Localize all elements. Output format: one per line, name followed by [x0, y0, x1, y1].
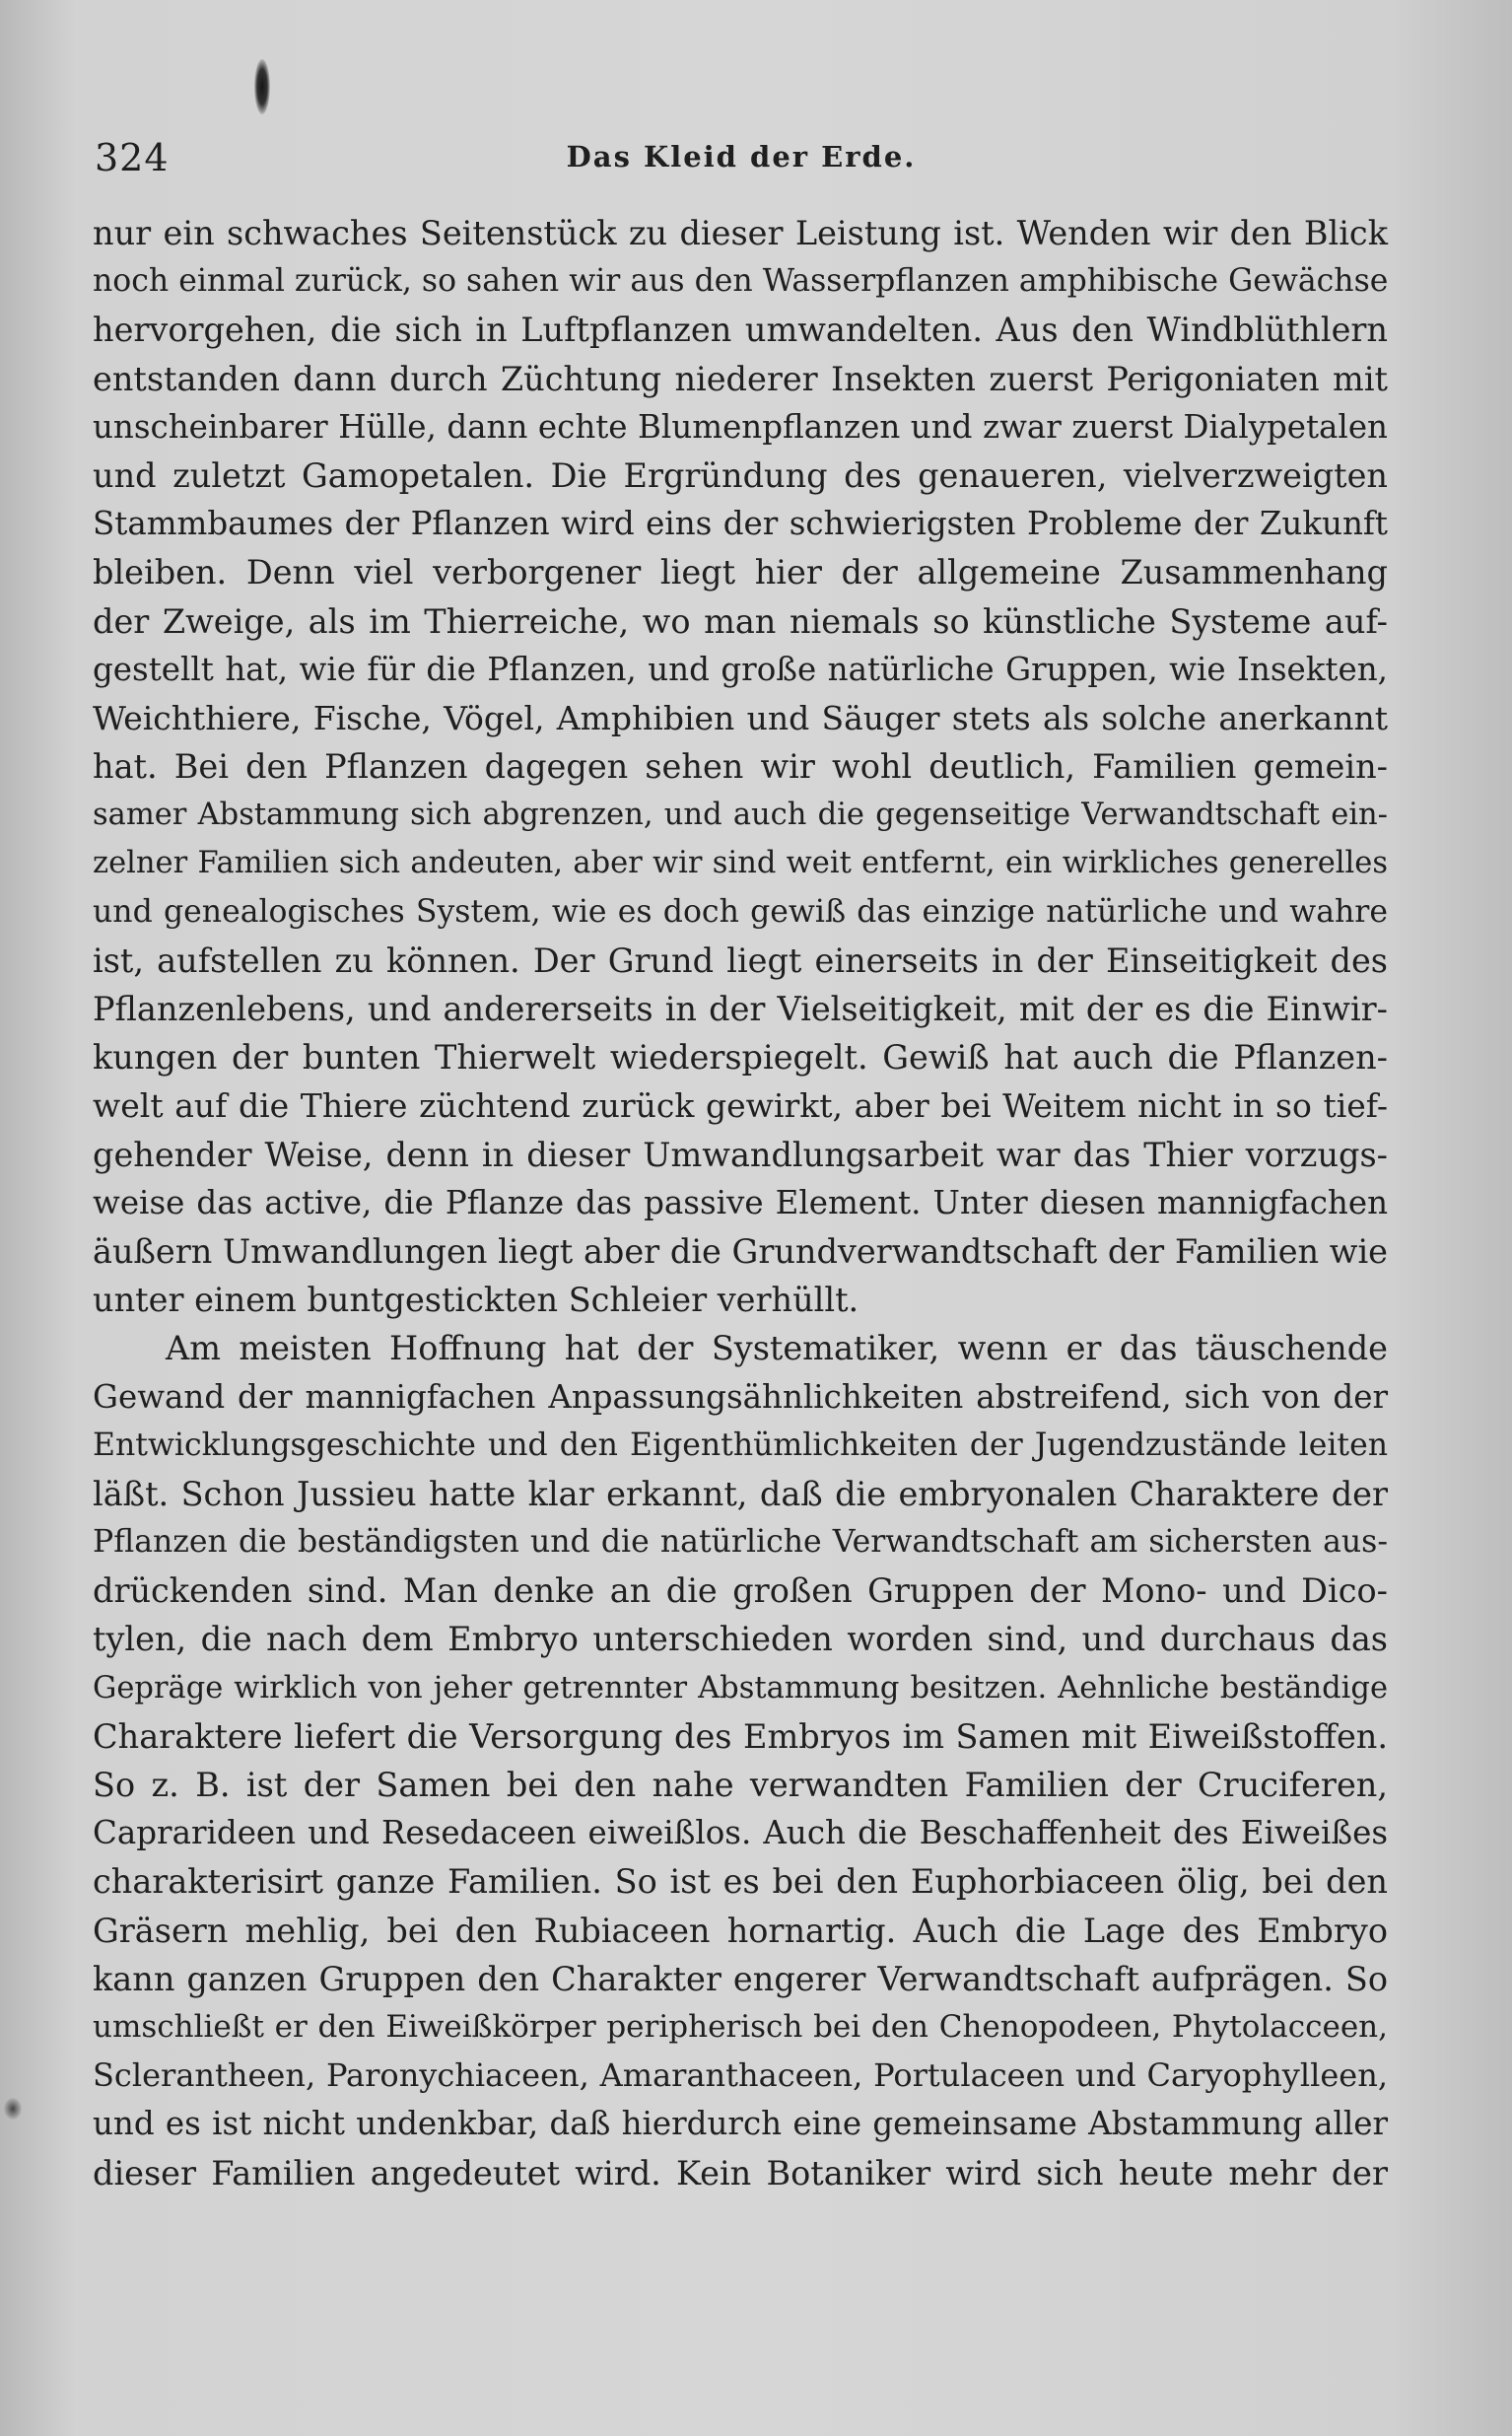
text-line: und es ist nicht undenkbar, daß hierdurch eine gemeinsame Abstammung aller	[93, 2105, 1388, 2143]
text-line: Gepräge wirklich von jeher getrennter Abstammung besitzen. Aehnliche beständige	[93, 1670, 1388, 1705]
text-line: entstanden dann durch Züchtung niederer Insekten zuerst Perigoniaten mit	[93, 359, 1388, 398]
text-line: ist, aufstellen zu können. Der Grund liegt einerseits in der Einseitigkeit des	[93, 940, 1388, 980]
page-number: 324	[95, 136, 170, 179]
text-line: drückenden sind. Man denke an die großen Gruppen der Mono- und Dico-	[93, 1571, 1388, 1611]
text-line: Gräsern mehlig, bei den Rubiaceen hornartig. Auch die Lage des Embryo	[93, 1911, 1388, 1950]
text-line: umschließt er den Eiweißkörper peripherisch bei den Chenopodeen, Phytolacceen,	[93, 2008, 1388, 2045]
text-line: hat. Bei den Pflanzen dagegen sehen wir wohl deutlich, Familien gemein-	[93, 747, 1388, 787]
text-line: Pflanzen die beständigsten und die natürliche Verwandtschaft am sichersten aus-	[93, 1524, 1388, 1561]
text-line: Weichthiere, Fische, Vögel, Amphibien und Säuger stets als solche anerkannt	[93, 698, 1388, 737]
text-line: gestellt hat, wie für die Pflanzen, und große natürliche Gruppen, wie Insekten,	[93, 650, 1388, 688]
text-line: Stammbaumes der Pflanzen wird eins der schwierigsten Probleme der Zukunft	[93, 505, 1388, 543]
text-line: und zuletzt Gamopetalen. Die Ergründung des genaueren, vielverzweigten	[93, 455, 1388, 495]
ink-smudge	[254, 59, 270, 114]
text-line: äußern Umwandlungen liegt aber die Grundverwandtschaft der Familien wie	[93, 1231, 1388, 1271]
text-line: unscheinbarer Hülle, dann echte Blumenpflanzen und zwar zuerst Dialypetalen	[93, 407, 1388, 446]
text-line: der Zweige, als im Thierreiche, wo man niemals so künstliche Systeme auf-	[93, 601, 1388, 641]
text-line: Gewand der mannigfachen Anpassungsähnlichkeiten abstreifend, sich von der	[93, 1377, 1388, 1416]
page-header	[95, 132, 1388, 191]
body-text	[93, 209, 1388, 2197]
text-line: tylen, die nach dem Embryo unterschieden worden sind, und durchaus das	[93, 1620, 1388, 1659]
text-line: nur ein schwaches Seitenstück zu dieser Leistung ist. Wenden wir den Blick	[93, 214, 1388, 252]
text-line: kann ganzen Gruppen den Charakter engerer Verwandtschaft aufprägen. So	[93, 1959, 1388, 1998]
text-line: bleiben. Denn viel verborgener liegt hier der allgemeine Zusammenhang	[93, 553, 1388, 592]
text-line: Entwicklungsgeschichte und den Eigenthümlichkeiten der Jugendzustände leiten	[93, 1427, 1388, 1463]
text-line: kungen der bunten Thierwelt wiederspiegelt. Gewiß hat auch die Pflanzen-	[93, 1038, 1388, 1078]
paragraph-first-line: Am meisten Hoffnung hat der Systematiker, wenn er das täuschende	[166, 1329, 1388, 1368]
ink-speck	[4, 2098, 22, 2120]
text-line: Sclerantheen, Paronychiaceen, Amaranthaceen, Portulaceen und Caryophylleen,	[93, 2056, 1388, 2095]
paragraph-last-line: unter einem buntgestickten Schleier verhüllt.	[93, 1281, 859, 1320]
text-line: samer Abstammung sich abgrenzen, und auch die gegenseitige Verwandtschaft ein-	[93, 798, 1388, 833]
text-line: welt auf die Thiere züchtend zurück gewirkt, aber bei Weitem nicht in so tief-	[93, 1086, 1388, 1126]
text-line: charakterisirt ganze Familien. So ist es bei den Euphorbiaceen ölig, bei den	[93, 1862, 1388, 1902]
text-line: noch einmal zurück, so sahen wir aus den Wasserpflanzen amphibische Gewächse	[93, 263, 1389, 300]
text-line: Caprarideen und Resedaceen eiweißlos. Auch die Beschaffenheit des Eiweißes	[93, 1814, 1388, 1852]
text-line: Pflanzenlebens, und andererseits in der Vielseitigkeit, mit der es die Einwir-	[93, 990, 1388, 1028]
text-line: gehender Weise, denn in dieser Umwandlungsarbeit war das Thier vorzugs-	[93, 1135, 1388, 1174]
text-line: dieser Familien angedeutet wird. Kein Botaniker wird sich heute mehr der	[93, 2153, 1388, 2192]
text-line: und genealogisches System, wie es doch gewiß das einzige natürliche und wahre	[93, 893, 1388, 930]
text-line: weise das active, die Pflanze das passive Element. Unter diesen mannigfachen	[93, 1183, 1388, 1221]
text-line: läßt. Schon Jussieu hatte klar erkannt, daß die embryonalen Charaktere der	[93, 1474, 1388, 1513]
text-line: zelner Familien sich andeuten, aber wir sind weit entfernt, ein wirkliches generelles	[93, 846, 1388, 881]
text-line: So z. B. ist der Samen bei den nahe verwandten Familien der Cruciferen,	[93, 1766, 1388, 1804]
text-line: hervorgehen, die sich in Luftpflanzen umwandelten. Aus den Windblüthlern	[93, 311, 1388, 350]
running-title: Das Kleid der Erde.	[566, 140, 917, 174]
text-line: Charaktere liefert die Versorgung des Embryos im Samen mit Eiweißstoffen.	[93, 1716, 1388, 1756]
